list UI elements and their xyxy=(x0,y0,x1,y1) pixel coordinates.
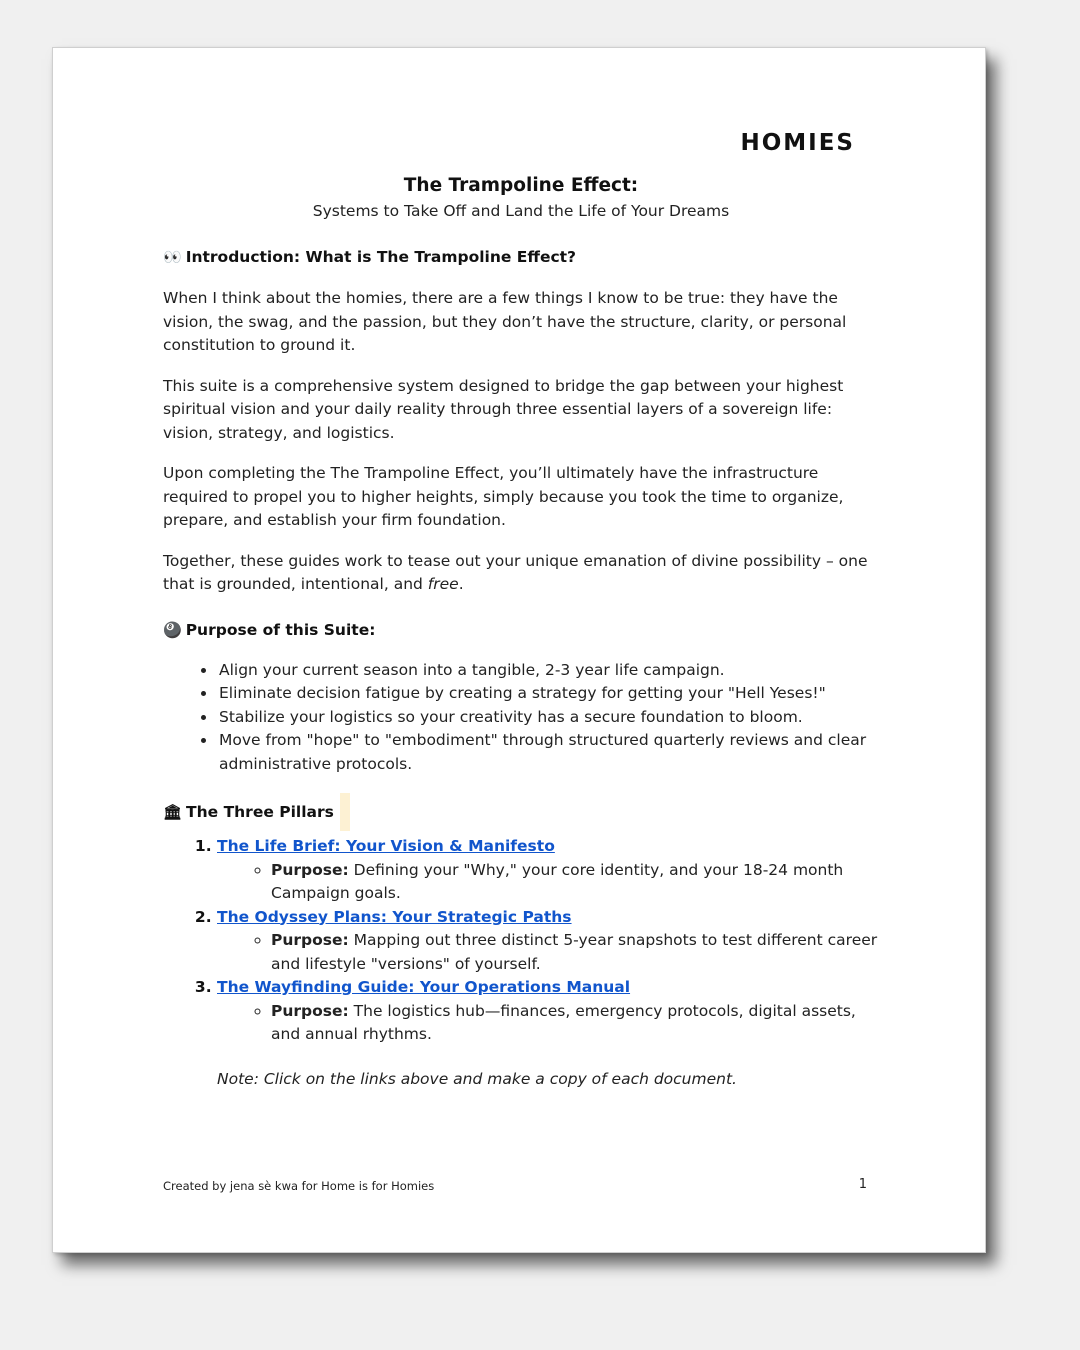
intro-closing-text: Together, these guides work to tease out your unique emanation of divine possibility – one that is grounded, intentional, and xyxy=(163,551,868,593)
document-page xyxy=(52,47,986,1253)
intro-paragraph-1: When I think about the homies, there are a few things I know to be true: they have the vision, the swag, and the passion, but they don’t have the structure, clarity, or personal constitution to ground it. xyxy=(163,289,847,354)
purpose-label: Purpose: xyxy=(271,1001,349,1020)
intro-closing-end: . xyxy=(458,575,464,593)
pillars-heading-text: The Three Pillars xyxy=(186,803,334,821)
list-item: • Eliminate decision fatigue by creating a strategy for getting your "Hell Yeses!" xyxy=(217,682,879,706)
purpose-list xyxy=(163,659,879,777)
footer-credit: Created by jena sè kwa for Home is for Homies xyxy=(163,1179,435,1193)
odyssey-plans-link[interactable]: The Odyssey Plans: Your Strategic Paths xyxy=(217,907,572,926)
pillars-heading xyxy=(163,793,879,831)
purpose-heading xyxy=(163,618,879,642)
list-item: • Stabilize your logistics so your creativity has a secure foundation to bloom. xyxy=(217,706,879,730)
list-item: • Align your current season into a tangible, 2-3 year life campaign. xyxy=(217,659,879,683)
intro-paragraph-2: This suite is a comprehensive system designed to bridge the gap between your highest spiritual vision and your daily reality through three essential layers of a sovereign life: vision, strategy, and logistics. xyxy=(163,376,844,442)
homies-logo: HOMIES xyxy=(740,130,855,156)
pillars-list xyxy=(163,835,879,1047)
pillar-item-wayfinding-guide xyxy=(217,976,879,1047)
intro-paragraph-3: Upon completing the The Trampoline Effect, you’ll ultimately have the infrastructure required to propel you to higher heights, simply because you took the time to organize, prepare, and establish your firm foundation. xyxy=(163,464,844,529)
copy-note: Note: Click on the links above and make a copy of each document. xyxy=(217,1069,737,1088)
text-cursor-highlight xyxy=(340,793,350,831)
pillar-purpose xyxy=(271,1000,879,1047)
document-title: The Trampoline Effect: xyxy=(403,175,639,196)
pillar-purpose xyxy=(271,859,879,906)
purpose-heading-text: Purpose of this Suite: xyxy=(185,620,376,639)
intro-heading-text: Introduction: What is The Trampoline Effect? xyxy=(185,248,577,266)
intro-closing-italic: free xyxy=(427,575,459,593)
page-number: 1 xyxy=(858,1177,867,1192)
eyes-icon: 👀 xyxy=(163,248,182,266)
pillar-purpose-text: Mapping out three distinct 5-year snapshots to test different career and lifestyle "versions" of yourself. xyxy=(271,931,878,973)
purpose-label: Purpose: xyxy=(271,860,349,879)
eight-ball-icon: 🎱 xyxy=(163,620,182,639)
pillar-item-odyssey-plans xyxy=(217,906,879,977)
classical-building-icon: 🏛 xyxy=(163,803,183,821)
purpose-label: Purpose: xyxy=(271,931,349,949)
intro-paragraph-4 xyxy=(163,550,879,597)
pillar-purpose xyxy=(271,929,879,976)
document-content xyxy=(163,173,879,1091)
pillar-purpose-text: Defining your "Why," your core identity, and your 18-24 month Campaign goals. xyxy=(271,860,844,902)
wayfinding-guide-link[interactable]: The Wayfinding Guide: Your Operations Manual xyxy=(217,978,631,996)
intro-heading xyxy=(163,245,879,269)
pillar-item-life-brief xyxy=(217,835,879,906)
life-brief-link[interactable]: The Life Brief: Your Vision & Manifesto xyxy=(217,837,555,855)
pillar-purpose-text: The logistics hub—finances, emergency protocols, digital assets, and annual rhythms. xyxy=(271,1001,856,1043)
list-item: • Move from "hope" to "embodiment" through structured quarterly reviews and clear administrative protocols. xyxy=(217,729,879,776)
document-subtitle: Systems to Take Off and Land the Life of Your Dreams xyxy=(312,202,730,220)
